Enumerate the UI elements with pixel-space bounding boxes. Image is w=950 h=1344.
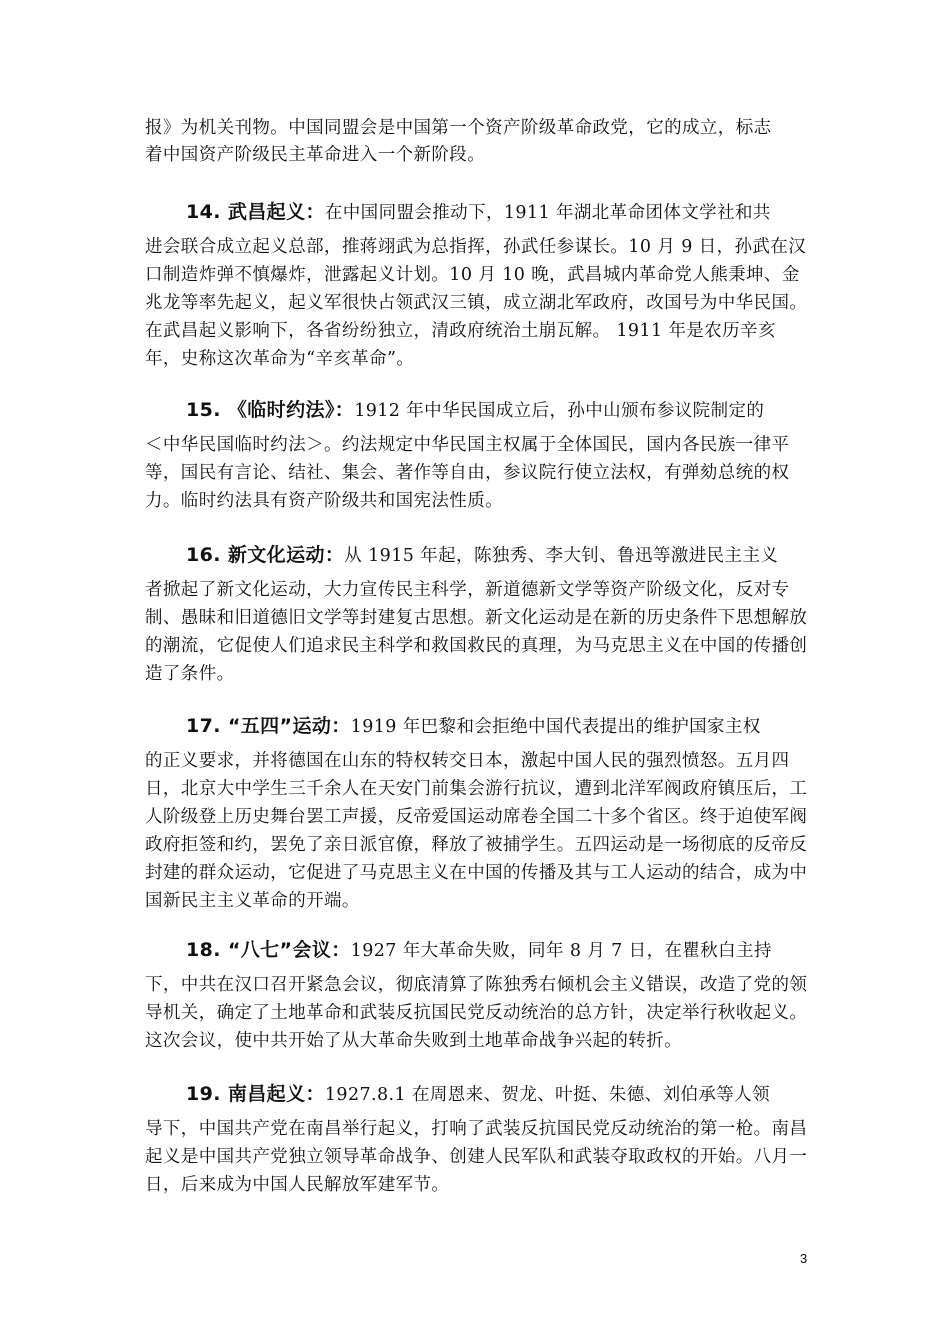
section-term: 19. 南昌起义：: [186, 1083, 325, 1105]
section-19-body: 导下，中国共产党在南昌举行起义，打响了武装反抗国民党反动统治的第一枪。南昌起义是中国共产党独立领导革命战争、创建人民军队和武装夺取政权的开始。八月一日，后来成为中国人民解放军建军节。: [145, 1119, 808, 1195]
section-17-heading: [186, 712, 761, 741]
section-term: 16. 新文化运动：: [186, 544, 345, 566]
section-lead: 从 1915 年起，陈独秀、李大钊、鲁迅等激进民主主义: [344, 546, 779, 566]
section-lead: 1912 年中华民国成立后，孙中山颁布参议院制定的: [354, 401, 765, 421]
section-lead: 1919 年巴黎和会拒绝中国代表提出的维护国家主权: [350, 717, 761, 737]
section-15-body: ＜中华民国临时约法＞。约法规定中华民国主权属于全体国民，国内各民族一律平等，国民有言论、结社、集会、著作等自由，参议院行使立法权，有弹劾总统的权力。临时约法具有资产阶级共和国宪法性质。: [145, 435, 790, 511]
section-16-body: 者掀起了新文化运动，大力宣传民主科学，新道德新文学等资产阶级文化，反对专制、愚昧和旧道德旧文学等封建复古思想。新文化运动是在新的历史条件下思想解放的潮流，它促使人们追求民主科学和救国救民的真理，为马克思主义在中国的传播创造了条件。: [145, 580, 808, 684]
section-14-heading: [186, 198, 771, 227]
section-18-body: 下，中共在汉口召开紧急会议，彻底清算了陈独秀右倾机会主义错误，改造了党的领导机关，确定了土地革命和武装反抗国民党反动统治的总方针，决定举行秋收起义。这次会议，使中共开始了从大革命失败到土地革命战争兴起的转折。: [145, 975, 808, 1051]
section-lead: 1927.8.1 在周恩来、贺龙、叶挺、朱德、刘伯承等人领: [324, 1085, 770, 1105]
intro-line-2: 着中国资产阶级民主革命进入一个新阶段。: [145, 145, 486, 165]
section-term: 14. 武昌起义：: [186, 201, 325, 223]
section-term: 15. 《临时约法》：: [186, 399, 355, 421]
intro-line-1: 报》为机关刊物。中国同盟会是中国第一个资产阶级革命政党，它的成立，标志: [145, 118, 772, 138]
section-term: 18. “八七”会议：: [186, 939, 351, 961]
section-19-heading: [186, 1080, 770, 1109]
section-lead: 在中国同盟会推动下，1911 年湖北革命团体文学社和共: [324, 203, 771, 223]
section-14-body: 进会联合成立起义总部，推蒋翊武为总指挥，孙武任参谋长。10 月 9 日，孙武在汉口制造炸弹不慎爆炸，泄露起义计划。10 月 10 晚，武昌城内革命党人熊秉坤、金兆龙等率先起义，起义军很快占领武汉三镇，成立湖北军政府，改国号为中华民国。在武昌起义影响下，各省纷纷独立，清政府统治土崩瓦解。 1911 年是农历辛亥年，史称这次革命为“辛亥革命”。: [145, 237, 808, 369]
section-17-body: 的正义要求，并将德国在山东的特权转交日本，激起中国人民的强烈愤怒。五月四日，北京大中学生三千余人在天安门前集会游行抗议，遭到北洋军阀政府镇压后，工人阶级登上历史舞台罢工声援，反帝爱国运动席卷全国二十多个省区。终于迫使军阀政府拒签和约，罢免了亲日派官僚，释放了被捕学生。五四运动是一场彻底的反帝反封建的群众运动，它促进了马克思主义在中国的传播及其与工人运动的结合，成为中国新民主主义革命的开端。: [145, 751, 808, 911]
page-number: 3: [800, 1251, 808, 1266]
section-18-heading: [186, 936, 772, 965]
section-term: 17. “五四”运动：: [186, 715, 351, 737]
section-15-heading: [186, 396, 764, 425]
section-16-heading: [186, 541, 778, 570]
section-lead: 1927 年大革命失败，同年 8 月 7 日，在瞿秋白主持: [350, 941, 772, 961]
